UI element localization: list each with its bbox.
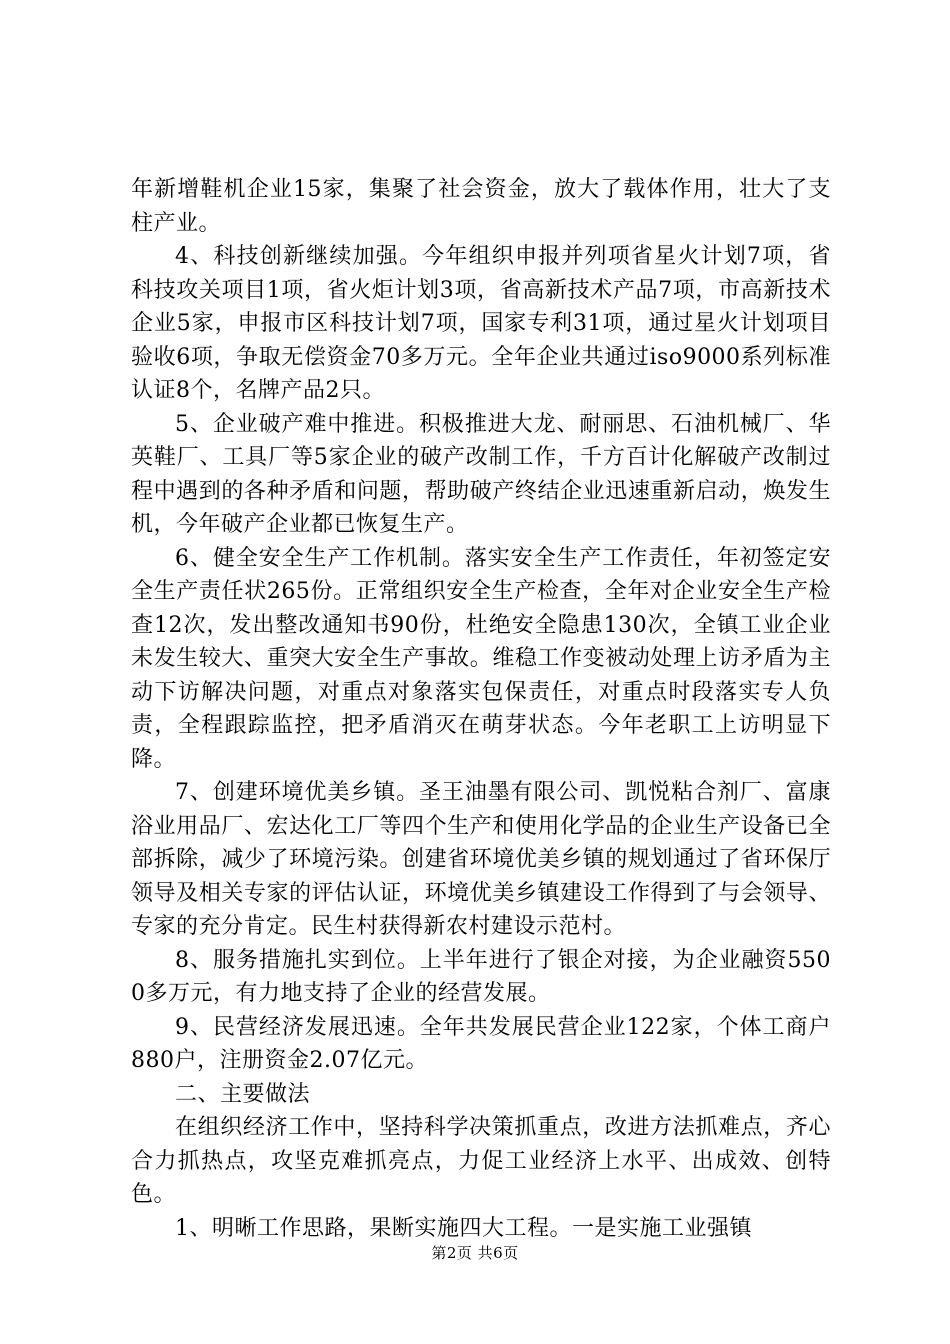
paragraph-item-4: 4、科技创新继续加强。今年组织申报并列项省星火计划7项，省科技攻关项目1项，省火炬计划3项，省高新技术产品7项，市高新技术企业5家，申报市区科技计划7项，国家专利31项，通过星火计划项目验收6项，争取无偿资金70多万元。全年企业共通过iso9000系列标准认证8个，名牌产品2只。 — [131, 244, 831, 403]
section-heading: 二、主要做法 — [175, 1081, 311, 1107]
document-body — [131, 173, 831, 1245]
paragraph-item-8: 8、服务措施扎实到位。上半年进行了银企对接，为企业融资5500多万元，有力地支持了企业的经营发展。 — [131, 947, 831, 1006]
paragraph-item-9: 9、民营经济发展迅速。全年共发展民营企业122家，个体工商户880户，注册资金2.07亿元。 — [131, 1014, 831, 1073]
page-footer: 第2页 共6页 — [431, 1244, 519, 1262]
paragraph-continuation: 年新增鞋机企业15家，集聚了社会资金，放大了载体作用，壮大了支柱产业。 — [131, 177, 831, 236]
paragraph-item-6: 6、健全安全生产工作机制。落实安全生产工作责任，年初签定安全生产责任状265份。正常组织安全生产检查，全年对企业安全生产检查12次，发出整改通知书90份，杜绝安全隐患130次，全镇工业企业未发生较大、重突大安全生产事故。维稳工作变被动处理上访矛盾为主动下访解决问题，对重点对象落实包保责任，对重点时段落实专人负责，全程跟踪监控，把矛盾消灭在萌芽状态。今年老职工上访明显下降。 — [131, 545, 831, 772]
paragraph-method-1: 1、明晰工作思路，果断实施四大工程。一是实施工业强镇 — [175, 1215, 752, 1241]
paragraph-item-7: 7、创建环境优美乡镇。圣王油墨有限公司、凯悦粘合剂厂、富康浴业用品厂、宏达化工厂等四个生产和使用化学品的企业生产设备已全部拆除，减少了环境污染。创建省环境优美乡镇的规划通过了省环保厅领导及相关专家的评估认证，环境优美乡镇建设工作得到了与会领导、专家的充分肯定。民生村获得新农村建设示范村。 — [131, 780, 831, 939]
paragraph-intro: 在组织经济工作中，坚持科学决策抓重点，改进方法抓难点，齐心合力抓热点，攻坚克难抓亮点，力促工业经济上水平、出成效、创特色。 — [131, 1115, 831, 1207]
paragraph-item-5: 5、企业破产难中推进。积极推进大龙、耐丽思、石油机械厂、华英鞋厂、工具厂等5家企业的破产改制工作，千方百计化解破产改制过程中遇到的各种矛盾和问题，帮助破产终结企业迅速重新启动，焕发生机，今年破产企业都已恢复生产。 — [131, 411, 831, 537]
